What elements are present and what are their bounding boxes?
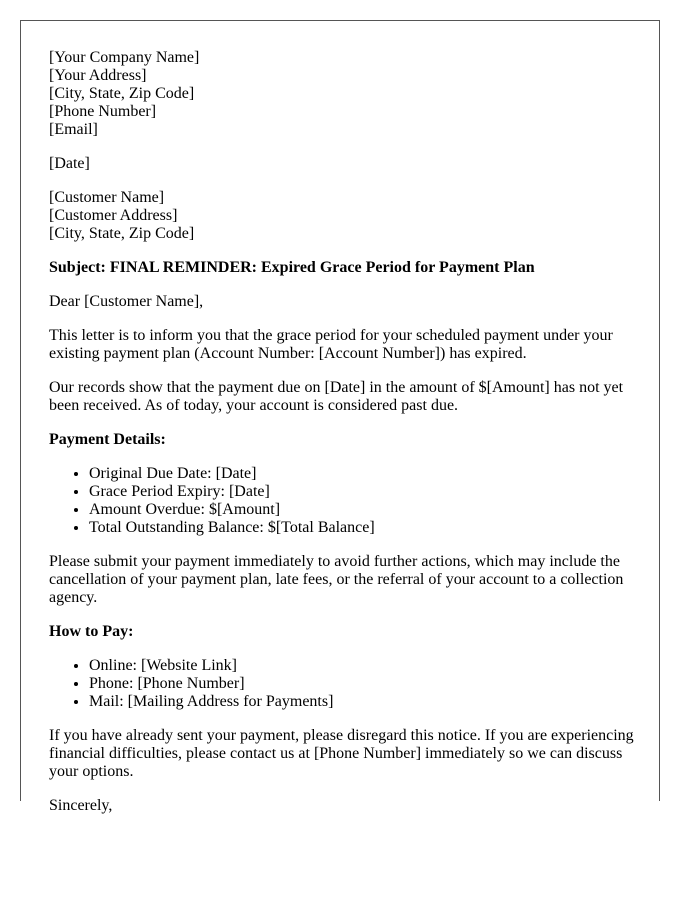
- sender-block: [49, 49, 639, 139]
- recipient-name: [Customer Name]: [49, 189, 165, 206]
- how-to-pay-list: [49, 657, 639, 711]
- sender-address: [Your Address]: [49, 67, 147, 84]
- letter-page: [20, 20, 660, 814]
- recipient-block: [49, 189, 639, 243]
- sender-phone: [Phone Number]: [49, 103, 157, 120]
- urge-paragraph: Please submit your payment immediately to avoid further actions, which may include the cancellation of your payment plan, late fees, or the referral of your account to a collection agency.: [49, 553, 624, 606]
- payment-details-list: [49, 465, 639, 537]
- payment-details-title: Payment Details:: [49, 431, 166, 448]
- list-item: • Online: [Website Link]: [89, 657, 639, 675]
- records-paragraph: Our records show that the payment due on [Date] in the amount of $[Amount] has not yet been received. As of today, your account is considered past due.: [49, 379, 624, 414]
- list-item: • Amount Overdue: $[Amount]: [89, 501, 639, 519]
- letter-date: [Date]: [49, 155, 90, 172]
- recipient-city-state-zip: [City, State, Zip Code]: [49, 225, 195, 242]
- sender-company: [Your Company Name]: [49, 49, 200, 66]
- signoff: Sincerely,: [49, 797, 113, 814]
- intro-paragraph: This letter is to inform you that the grace period for your scheduled payment under your existing payment plan (Account Number: [Account Number]) has expired.: [49, 327, 613, 362]
- date-block: [49, 155, 639, 173]
- salutation: Dear [Customer Name],: [49, 293, 204, 310]
- recipient-address: [Customer Address]: [49, 207, 178, 224]
- subject-line: Subject: FINAL REMINDER: Expired Grace Period for Payment Plan: [49, 259, 535, 276]
- list-item: • Total Outstanding Balance: $[Total Balance]: [89, 519, 639, 537]
- list-item: • Grace Period Expiry: [Date]: [89, 483, 639, 501]
- how-to-pay-title: How to Pay:: [49, 623, 134, 640]
- sender-city-state-zip: [City, State, Zip Code]: [49, 85, 195, 102]
- letter-content: [49, 49, 639, 831]
- closing-note-paragraph: If you have already sent your payment, please disregard this notice. If you are experiencing financial difficulties, please contact us at [Phone Number] immediately so we can discuss your options.: [49, 727, 634, 780]
- list-item: • Original Due Date: [Date]: [89, 465, 639, 483]
- list-item: • Mail: [Mailing Address for Payments]: [89, 693, 639, 711]
- list-item: • Phone: [Phone Number]: [89, 675, 639, 693]
- sender-email: [Email]: [49, 121, 98, 138]
